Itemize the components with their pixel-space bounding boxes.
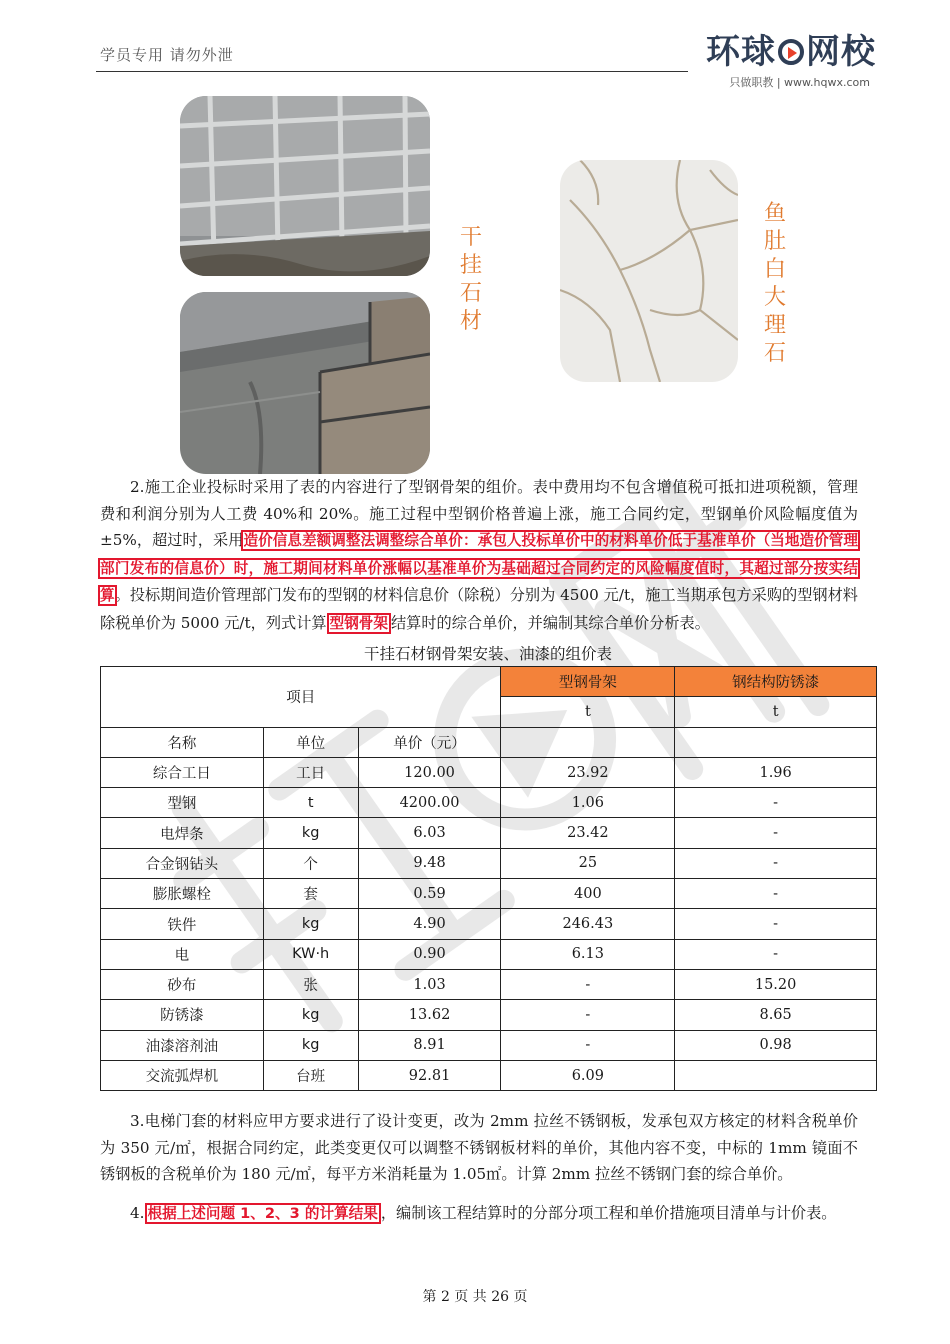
cell-price: 13.62	[358, 1000, 501, 1030]
cell-antirust-paint: -	[675, 939, 877, 969]
cell-antirust-paint: 15.20	[675, 969, 877, 999]
cell-unit: KW·h	[263, 939, 358, 969]
table-row	[101, 757, 877, 787]
cell-steel-frame: 1.06	[501, 788, 675, 818]
cell-price: 1.03	[358, 969, 501, 999]
logo-tagline: 只做职教 | www.hqwx.com	[729, 76, 870, 89]
cell-antirust-paint: -	[675, 879, 877, 909]
q2-end: 结算时的综合单价，并编制其综合单价分析表。	[390, 613, 710, 632]
cell-unit: kg	[263, 1000, 358, 1030]
cell-name: 合金钢钻头	[101, 848, 264, 878]
col-steel-frame-unit: t	[501, 697, 675, 727]
cell-name: 综合工日	[101, 757, 264, 787]
cell-unit: t	[263, 788, 358, 818]
question-4	[100, 1200, 858, 1228]
cell-price: 4200.00	[358, 788, 501, 818]
subheader-empty	[675, 727, 877, 757]
cell-name: 油漆溶剂油	[101, 1030, 264, 1060]
cell-name: 膨胀螺栓	[101, 879, 264, 909]
table-row	[101, 1060, 877, 1090]
cell-unit: 台班	[263, 1060, 358, 1090]
cell-steel-frame: 6.09	[501, 1060, 675, 1090]
cell-name: 铁件	[101, 909, 264, 939]
table-row	[101, 1030, 877, 1060]
col-antirust-paint-unit: t	[675, 697, 877, 727]
play-icon	[778, 39, 804, 65]
cell-antirust-paint	[675, 1060, 877, 1090]
cell-antirust-paint: -	[675, 848, 877, 878]
cell-price: 92.81	[358, 1060, 501, 1090]
table-header-row	[101, 667, 877, 697]
cell-antirust-paint: 0.98	[675, 1030, 877, 1060]
cell-unit: 工日	[263, 757, 358, 787]
question-3: 3.电梯门套的材料应甲方要求进行了设计变更，改为 2mm 拉丝不锈钢板，发承包双方核定的材料含税单价为 350 元/㎡，根据合同约定，此类变更仅可以调整不锈钢板材料的单价，其他内容不变，中标的 1mm 镜面不锈钢板的含税单价为 180 元/㎡，每平方米消耗量为 1.05㎡。计算 2mm 拉丝不锈钢门套的综合单价。	[100, 1112, 858, 1183]
cell-antirust-paint: -	[675, 788, 877, 818]
col-steel-frame-header: 型钢骨架	[501, 667, 675, 697]
cell-unit: 个	[263, 848, 358, 878]
cell-price: 0.90	[358, 939, 501, 969]
subheader-price: 单价（元）	[358, 727, 501, 757]
cell-unit: 张	[263, 969, 358, 999]
table-row	[101, 1000, 877, 1030]
q2-highlight-method: 造价信息差额调整法调整综合单价：承包人投标单价中的材料单价低于基准单价（当地造价管理部门发布的信息价）时，施工期间材料单价涨幅以基准单价为基础超过合同约定的风险幅度值时，其超过部分按实结算	[100, 532, 858, 604]
cell-antirust-paint: 8.65	[675, 1000, 877, 1030]
cell-name: 电	[101, 939, 264, 969]
cell-antirust-paint: -	[675, 818, 877, 848]
table-row	[101, 909, 877, 939]
page-number: 第 2 页 共 26 页	[422, 1289, 528, 1305]
question-2	[100, 474, 858, 637]
cell-steel-frame: -	[501, 1030, 675, 1060]
cell-antirust-paint: 1.96	[675, 757, 877, 787]
cell-steel-frame: 400	[501, 879, 675, 909]
brand-logo	[706, 32, 876, 94]
cell-price: 6.03	[358, 818, 501, 848]
cell-steel-frame: 23.42	[501, 818, 675, 848]
cell-price: 9.48	[358, 848, 501, 878]
cell-name: 型钢	[101, 788, 264, 818]
q4-highlight: 根据上述问题 1、2、3 的计算结果	[145, 1203, 381, 1224]
col-antirust-paint-header: 钢结构防锈漆	[675, 667, 877, 697]
cell-unit: kg	[263, 909, 358, 939]
table-row	[101, 788, 877, 818]
logo-text-left: 环球	[706, 32, 776, 72]
cell-name: 防锈漆	[101, 1000, 264, 1030]
cell-price: 120.00	[358, 757, 501, 787]
cell-price: 0.59	[358, 879, 501, 909]
table-subheader-row	[101, 727, 877, 757]
q4-text: ，编制该工程结算时的分部分项工程和单价措施项目清单与计价表。	[380, 1204, 837, 1222]
cell-name: 砂布	[101, 969, 264, 999]
table-row	[101, 969, 877, 999]
photo-dry-hung-stone	[180, 292, 430, 474]
table-title: 干挂石材钢骨架安装、油漆的组价表	[363, 645, 612, 663]
pricing-table	[100, 666, 877, 1091]
cell-steel-frame: 6.13	[501, 939, 675, 969]
q4-prefix: 4.	[130, 1204, 145, 1222]
caption-dry-hung-stone: 干挂石材	[459, 225, 482, 334]
table-row	[101, 879, 877, 909]
table-row	[101, 818, 877, 848]
cell-unit: kg	[263, 818, 358, 848]
subheader-empty	[501, 727, 675, 757]
table-row	[101, 939, 877, 969]
cell-antirust-paint: -	[675, 909, 877, 939]
cell-steel-frame: -	[501, 1000, 675, 1030]
item-header: 项目	[101, 667, 501, 728]
cell-price: 8.91	[358, 1030, 501, 1060]
cell-steel-frame: 23.92	[501, 757, 675, 787]
cell-price: 4.90	[358, 909, 501, 939]
logo-text-right: 网校	[806, 32, 876, 72]
cell-unit: kg	[263, 1030, 358, 1060]
q2-highlight-frame: 型钢骨架	[327, 613, 391, 634]
photo-steel-frame-wall	[180, 96, 430, 276]
cell-steel-frame: 246.43	[501, 909, 675, 939]
cell-name: 电焊条	[101, 818, 264, 848]
cell-name: 交流弧焊机	[101, 1060, 264, 1090]
subheader-unit: 单位	[263, 727, 358, 757]
table-row	[101, 848, 877, 878]
cell-unit: 套	[263, 879, 358, 909]
header-notice: 学员专用 请勿外泄	[100, 46, 234, 64]
header-divider	[96, 71, 688, 72]
q2-middle: 。投标期间造价管理部门发布的型钢的材料信息价（除税）分别为 4500 元/t，施工当期承包方采购的型钢材料除税单价为 5000 元/t，列式计算	[100, 586, 858, 632]
cell-steel-frame: -	[501, 969, 675, 999]
caption-fish-belly-marble: 鱼肚白大理石	[763, 201, 786, 366]
photo-fish-belly-marble	[560, 160, 738, 382]
cell-steel-frame: 25	[501, 848, 675, 878]
q2-intro: 2.施工企业投标时采用了表的内容进行了型钢骨架的组价。表中费用均不包含增值税可抵扣进项税额，管理费和利润分别为人工费 40%和 20%。施工过程中型钢价格普遍上涨，施工合同约定，型钢单价风险幅度值为±5%，超过时，采用	[100, 478, 858, 549]
subheader-name: 名称	[101, 727, 264, 757]
